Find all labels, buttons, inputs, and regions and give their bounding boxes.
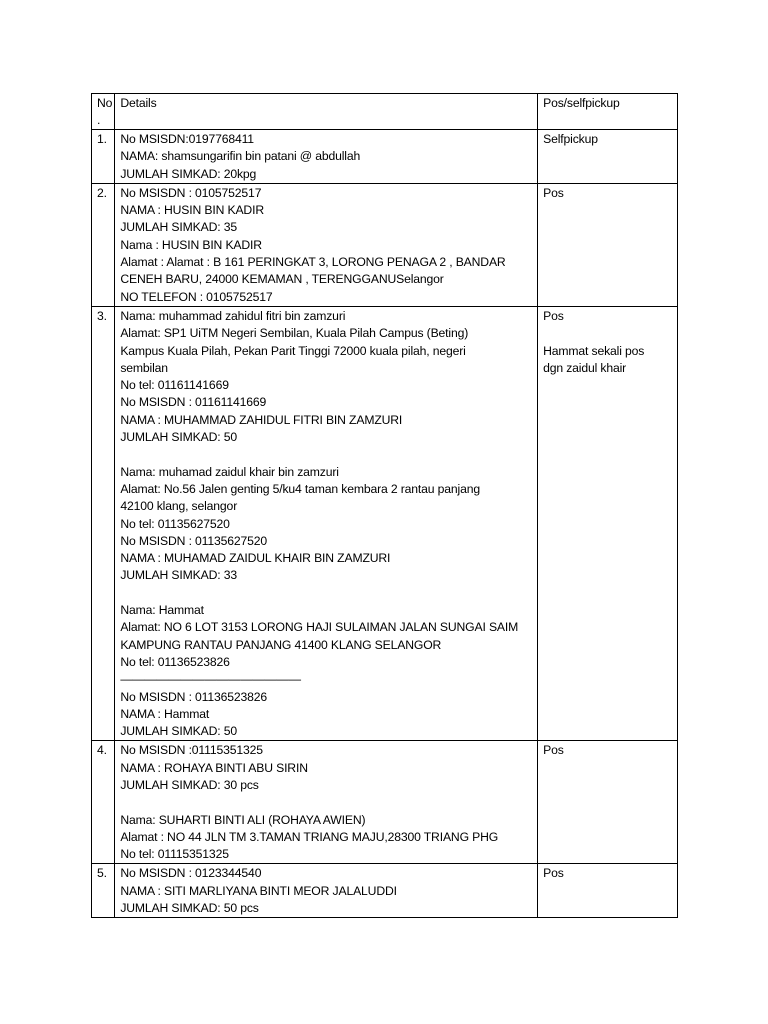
row-details-cell <box>115 741 538 864</box>
details-line: JUMLAH SIMKAD: 50 pcs <box>120 901 259 916</box>
details-line: Alamat: No.56 Jalen genting 5/ku4 taman kembara 2 rantau panjang <box>120 481 480 496</box>
details-line: Nama: muhammad zahidul fitri bin zamzuri <box>120 308 346 323</box>
details-line: JUMLAH SIMKAD: 50 <box>120 724 237 739</box>
row-number-cell <box>92 183 115 306</box>
row-number: 5. <box>97 866 107 881</box>
row-pos-cell <box>538 130 678 184</box>
details-line: 42100 klang, selangor <box>120 499 238 514</box>
row-number: 2. <box>97 185 107 200</box>
details-line <box>120 585 532 602</box>
details-line: NAMA : MUHAMAD ZAIDUL KHAIR BIN ZAMZURI <box>120 551 391 566</box>
row-details-cell <box>115 864 538 918</box>
details-line: No tel: 01135627520 <box>120 516 230 531</box>
details-line: Kampus Kuala Pilah, Pekan Parit Tinggi 72000 kuala pilah, negeri <box>120 343 466 358</box>
pos-line: Pos <box>543 308 564 323</box>
details-line: ——————————————— <box>120 672 301 687</box>
pos-line: Pos <box>543 866 564 881</box>
details-line: JUMLAH SIMKAD: 35 <box>120 220 237 235</box>
details-line: NAMA: shamsungarifin bin patani @ abdullah <box>120 149 361 164</box>
row-number: 1. <box>97 132 107 146</box>
details-line: No MSISDN : 01136523826 <box>120 689 268 704</box>
details-line: No MSISDN : 01161141669 <box>120 395 267 410</box>
row-number-cell <box>92 741 115 864</box>
details-line: No MSISDN:0197768411 <box>120 132 254 146</box>
details-line: CENEH BARU, 24000 KEMAMAN , TERENGGANUSelangor <box>120 272 444 287</box>
details-line: NAMA : HUSIN BIN KADIR <box>120 203 264 218</box>
pos-line: Pos <box>543 185 564 200</box>
details-line: Alamat: NO 6 LOT 3153 LORONG HAJI SULAIMAN JALAN SUNGAI SAIM <box>120 620 519 635</box>
details-line: Nama: SUHARTI BINTI ALI (ROHAYA AWIEN) <box>120 812 366 827</box>
details-line: NO TELEFON : 0105752517 <box>120 289 273 304</box>
details-line: JUMLAH SIMKAD: 50 <box>120 430 237 445</box>
pos-line <box>543 325 672 342</box>
details-line: No tel: 01115351325 <box>120 847 229 862</box>
details-line: sembilan <box>120 360 168 375</box>
header-pos-text: Pos/selfpickup <box>543 96 620 110</box>
pos-line: Pos <box>543 743 564 758</box>
details-line: KAMPUNG RANTAU PANJANG 41400 KLANG SELANGOR <box>120 637 442 652</box>
row-pos-cell <box>538 864 678 918</box>
pos-line: dgn zaidul khair <box>543 360 627 375</box>
details-line: Nama: Hammat <box>120 603 204 618</box>
details-line: Nama: muhamad zaidul khair bin zamzuri <box>120 464 339 479</box>
details-line <box>120 446 532 463</box>
header-details <box>115 94 538 130</box>
row-details-cell <box>115 130 538 184</box>
details-line: No tel: 01136523826 <box>120 654 230 669</box>
details-line <box>120 794 532 811</box>
details-line: No tel: 01161141669 <box>120 378 229 393</box>
row-pos-cell <box>538 741 678 864</box>
details-line: No MSISDN :01115351325 <box>120 743 263 758</box>
details-line: NAMA : SITI MARLIYANA BINTI MEOR JALALUDDI <box>120 883 397 898</box>
row-pos-cell <box>538 183 678 306</box>
table-body <box>92 130 678 918</box>
details-line: No MSISDN : 0105752517 <box>120 185 262 200</box>
pos-line: Selfpickup <box>543 132 598 146</box>
details-line: JUMLAH SIMKAD: 30 pcs <box>120 777 259 792</box>
table-row <box>92 306 678 740</box>
details-line: Alamat : Alamat : B 161 PERINGKAT 3, LORONG PENAGA 2 , BANDAR <box>120 255 506 270</box>
document-table <box>91 93 678 918</box>
details-line: NAMA : Hammat <box>120 706 210 721</box>
details-line: Alamat: SP1 UiTM Negeri Sembilan, Kuala Pilah Campus (Beting) <box>120 326 469 341</box>
table-header-row <box>92 94 678 130</box>
header-pos <box>538 94 678 130</box>
row-number-cell <box>92 864 115 918</box>
header-details-text: Details <box>120 96 157 110</box>
row-number: 4. <box>97 743 107 758</box>
details-line: No MSISDN : 0123344540 <box>120 866 262 881</box>
table-row <box>92 183 678 306</box>
details-line: NAMA : MUHAMMAD ZAHIDUL FITRI BIN ZAMZURI <box>120 412 403 427</box>
row-pos-cell <box>538 306 678 740</box>
row-details-cell <box>115 306 538 740</box>
pos-line: Hammat sekali pos <box>543 343 645 358</box>
header-no <box>92 94 115 130</box>
table-row <box>92 741 678 864</box>
row-details-cell <box>115 183 538 306</box>
details-line: No MSISDN : 01135627520 <box>120 533 268 548</box>
details-line: JUMLAH SIMKAD: 20kpg <box>120 166 257 181</box>
details-line: NAMA : ROHAYA BINTI ABU SIRIN <box>120 760 308 775</box>
row-number-cell <box>92 130 115 184</box>
row-number: 3. <box>97 308 107 323</box>
table-row <box>92 130 678 184</box>
header-no-text: No . <box>97 96 113 127</box>
details-line: JUMLAH SIMKAD: 33 <box>120 568 237 583</box>
details-line: Nama : HUSIN BIN KADIR <box>120 237 262 252</box>
row-number-cell <box>92 306 115 740</box>
details-line: Alamat : NO 44 JLN TM 3.TAMAN TRIANG MAJU,28300 TRIANG PHG <box>120 829 499 844</box>
table-row <box>92 864 678 918</box>
